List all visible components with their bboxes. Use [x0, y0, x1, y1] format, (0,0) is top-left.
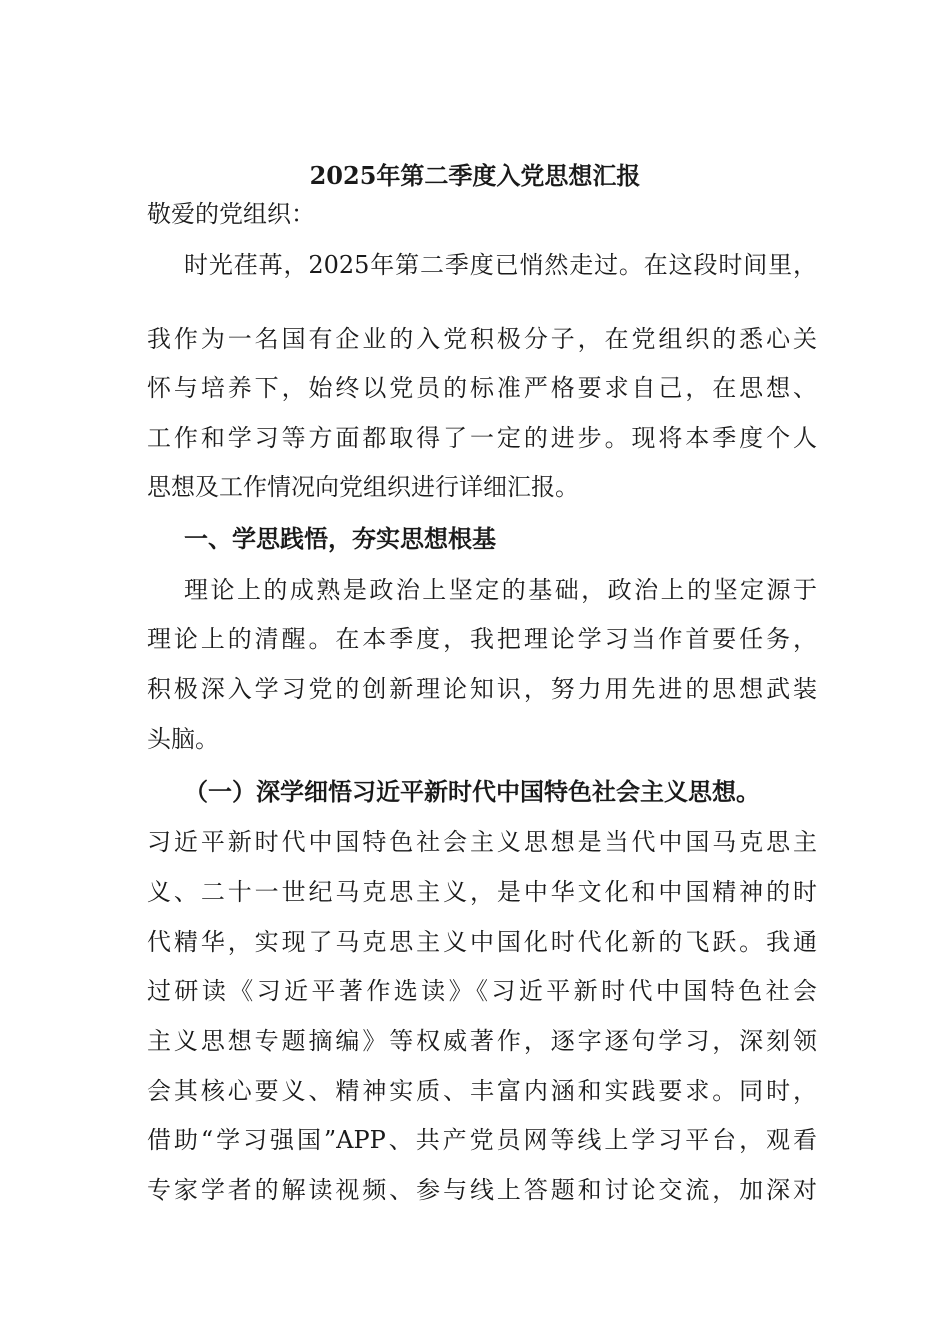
paragraph-line: 主义思想专题摘编》等权威著作，逐字逐句学习，深刻领	[147, 1027, 817, 1055]
paragraph-line: 义、二十一世纪马克思主义，是中华文化和中国精神的时	[147, 878, 817, 906]
paragraph-line: 理论上的清醒。在本季度，我把理论学习当作首要任务，	[147, 625, 817, 653]
paragraph-line: 会其核心要义、精神实质、丰富内涵和实践要求。同时，	[147, 1077, 817, 1105]
paragraph-line: 怀与培养下，始终以党员的标准严格要求自己，在思想、	[147, 374, 817, 402]
paragraph-line: 思想及工作情况向党组织进行详细汇报。	[147, 473, 579, 501]
paragraph-line: 过研读《习近平著作选读》《习近平新时代中国特色社会	[147, 977, 817, 1005]
paragraph-line: 理论上的成熟是政治上坚定的基础，政治上的坚定源于	[184, 576, 817, 604]
paragraph-line: 时光荏苒，2025年第二季度已悄然走过。在这段时间里，	[184, 251, 817, 279]
paragraph-line: 代精华，实现了马克思主义中国化时代化新的飞跃。我通	[147, 928, 817, 956]
paragraph-line: 专家学者的解读视频、参与线上答题和讨论交流，加深对	[147, 1176, 817, 1204]
paragraph-line: 积极深入学习党的创新理论知识，努力用先进的思想武装	[147, 675, 817, 703]
subsection-heading: （一）深学细悟习近平新时代中国特色社会主义思想。	[184, 777, 760, 806]
paragraph-line: 我作为一名国有企业的入党积极分子，在党组织的悉心关	[147, 325, 817, 353]
salutation: 敬爱的党组织：	[147, 200, 315, 228]
paragraph-line: 习近平新时代中国特色社会主义思想是当代中国马克思主	[147, 828, 817, 856]
paragraph-line: 借助“学习强国”APP、共产党员网等线上学习平台，观看	[147, 1126, 817, 1154]
paragraph-line: 头脑。	[147, 725, 219, 753]
section-heading: 一、学思践悟，夯实思想根基	[184, 524, 496, 553]
document-title: 2025年第二季度入党思想汇报	[309, 161, 641, 190]
paragraph-line: 工作和学习等方面都取得了一定的进步。现将本季度个人	[147, 424, 817, 452]
